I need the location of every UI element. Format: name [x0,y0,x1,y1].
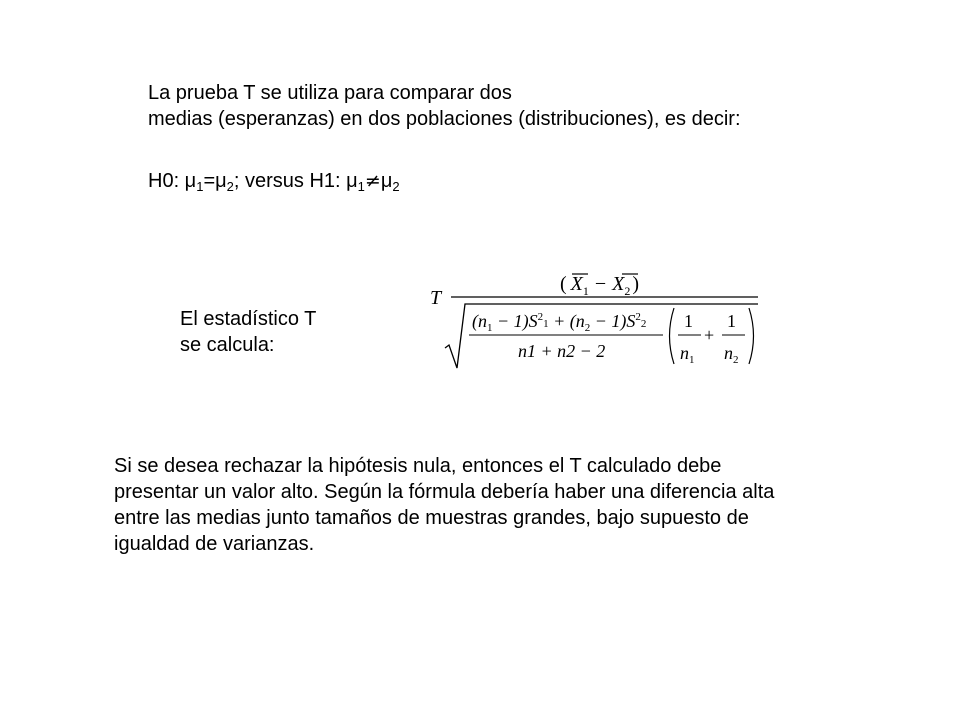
hypothesis-statement [148,168,400,194]
frac1-n: n [680,343,689,363]
x2-sub: 2 [624,284,631,298]
statistic-label [180,306,316,358]
numerator-close-paren: ) [632,273,640,295]
subscript: 1 [357,179,365,194]
pooled-b-sup: 2 [537,311,544,323]
mu-symbol: μ [380,170,393,192]
pooled-d-sup: 2 [635,311,641,323]
open-big-paren [670,308,675,364]
statistic-line-1: El estadístico T [180,308,317,330]
formula-t: T [430,287,442,309]
pooled-b-sub: 1 [543,318,549,330]
versus-text: ; versus H1: μ [233,170,358,192]
pooled-d-sub: 2 [640,318,647,330]
pooled-a: (n [472,311,487,331]
pooled-numerator [472,311,646,334]
x1-sub: 1 [582,284,589,298]
conclusion-text [114,453,774,557]
frac1-denominator [680,343,695,366]
intro-text [148,80,741,132]
statistic-line-2: se calcula: [180,334,275,356]
frac1-sub: 1 [689,354,695,366]
equals-mu: =μ [203,170,227,192]
conclusion-line-3: entre las medias junto tamaños de muestras grandes, bajo supuesto de [114,507,749,529]
frac2-denominator [724,343,739,366]
intro-line-1: La prueba T se utiliza para comparar dos [148,82,512,104]
frac-plus: + [704,325,715,345]
frac2-n: n [724,343,733,363]
pooled-b: − 1)S [492,311,538,331]
x2: X [612,273,625,295]
pooled-a-sub: 1 [487,322,493,334]
t-statistic-formula [425,268,765,372]
h0-label: H0: μ [148,170,197,192]
pooled-c-sub: 2 [584,322,591,334]
subscript: 2 [392,179,400,194]
frac2-sub: 2 [733,354,739,366]
not-equal-symbol: ≠ [364,170,381,192]
subscript: 2 [226,179,234,194]
pooled-denominator: n1 + n2 − 2 [518,341,606,361]
x1: X [570,273,583,295]
frac2-numerator: 1 [727,311,736,331]
numerator-open-paren: ( [560,273,567,295]
intro-line-2: medias (esperanzas) en dos poblaciones (distribuciones), es decir: [148,108,741,130]
conclusion-line-1: Si se desea rechazar la hipótesis nula, entonces el T calculado debe [114,455,722,477]
pooled-d: − 1)S [590,311,636,331]
conclusion-line-4: igualdad de varianzas. [114,533,315,555]
frac1-numerator: 1 [684,311,693,331]
minus: − [594,273,607,295]
numerator [560,273,639,298]
subscript: 1 [196,179,204,194]
close-big-paren [749,308,754,364]
pooled-plus: + (n [548,311,585,331]
conclusion-line-2: presentar un valor alto. Según la fórmula debería haber una diferencia alta [114,481,775,503]
